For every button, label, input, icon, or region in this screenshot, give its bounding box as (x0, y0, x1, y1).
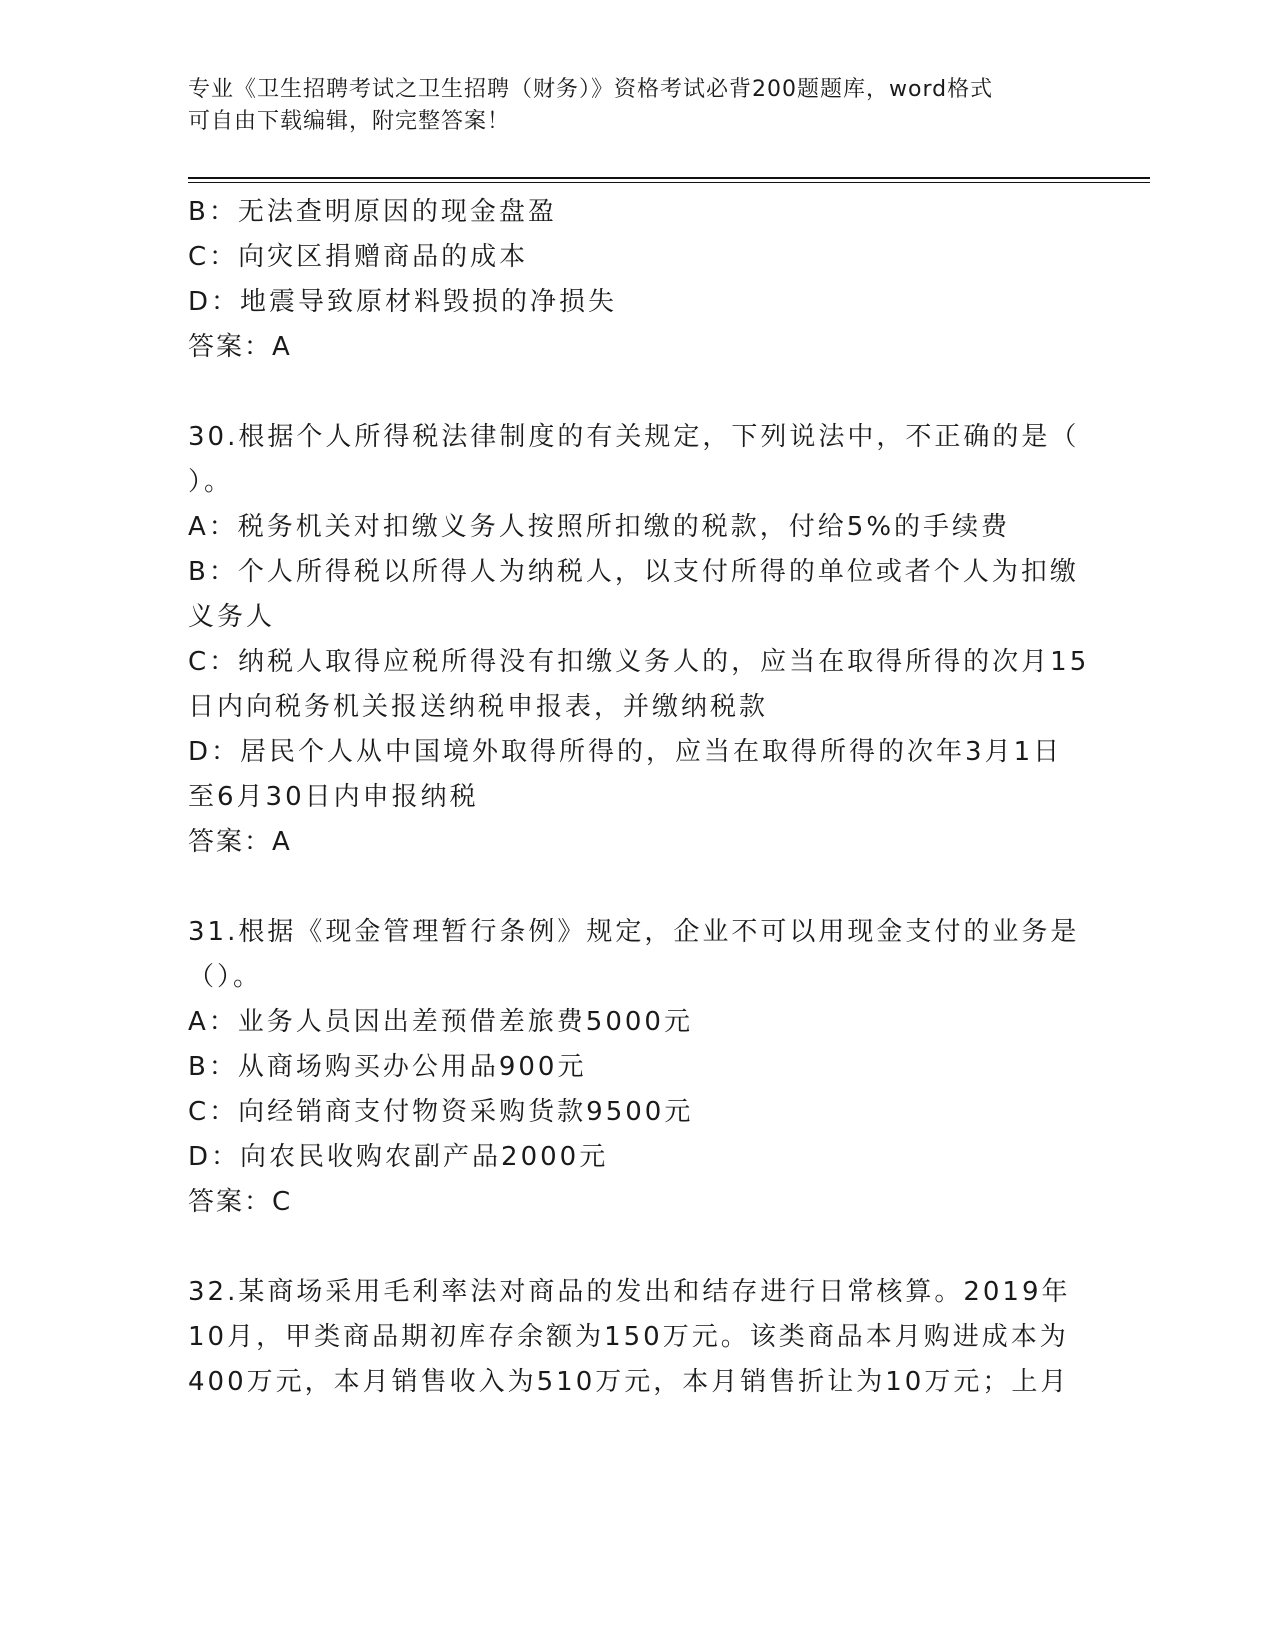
question-31 (188, 910, 1088, 1225)
spacer (188, 370, 1088, 415)
question-29 (188, 190, 1088, 370)
header-rule-thick (188, 177, 1150, 179)
spacer (188, 1225, 1088, 1270)
header-line-2: 可自由下载编辑，附完整答案！ (188, 109, 511, 134)
header-line-1: 专业《卫生招聘考试之卫生招聘（财务）》资格考试必背200题题库，word格式 (188, 77, 994, 102)
option-c: C：向经销商支付物资采购货款9500元 (188, 1097, 694, 1127)
question-stem: 30.根据个人所得税法律制度的有关规定，下列说法中，不正确的是（ (188, 422, 1080, 452)
question-stem: 32.某商场采用毛利率法对商品的发出和结存进行日常核算。2019年 (188, 1277, 1071, 1307)
document-header (188, 74, 1088, 138)
question-stem-cont: （）。 (188, 962, 263, 992)
header-rule-thin (188, 182, 1150, 183)
option-a: A：业务人员因出差预借差旅费5000元 (188, 1007, 693, 1037)
option-a: A：税务机关对扣缴义务人按照所扣缴的税款，付给5%的手续费 (188, 512, 1011, 542)
option-b: B：个人所得税以所得人为纳税人，以支付所得的单位或者个人为扣缴 (188, 557, 1079, 587)
option-c-cont: 日内向税务机关报送纳税申报表，并缴纳税款 (188, 692, 769, 722)
answer: 答案：A (188, 332, 292, 362)
answer: 答案：C (188, 1187, 293, 1217)
option-b: B：无法查明原因的现金盘盈 (188, 197, 557, 227)
option-d: D：向农民收购农副产品2000元 (188, 1142, 609, 1172)
spacer (188, 865, 1088, 910)
question-30 (188, 415, 1088, 865)
option-d: D：居民个人从中国境外取得所得的，应当在取得所得的次年3月1日 (188, 737, 1063, 767)
question-list (188, 190, 1088, 1405)
option-c: C：纳税人取得应税所得没有扣缴义务人的，应当在取得所得的次月15 (188, 647, 1090, 677)
question-stem-cont: 400万元，本月销售收入为510万元，本月销售折让为10万元；上月 (188, 1367, 1070, 1397)
question-stem-cont: ）。 (188, 467, 234, 497)
option-d-cont: 至6月30日内申报纳税 (188, 782, 479, 812)
option-d: D：地震导致原材料毁损的净损失 (188, 287, 618, 317)
answer: 答案：A (188, 827, 292, 857)
option-b: B：从商场购买办公用品900元 (188, 1052, 587, 1082)
question-stem: 31.根据《现金管理暂行条例》规定，企业不可以用现金支付的业务是 (188, 917, 1080, 947)
option-b-cont: 义务人 (188, 602, 276, 632)
question-32 (188, 1270, 1088, 1405)
question-stem-cont: 10月，甲类商品期初库存余额为150万元。该类商品本月购进成本为 (188, 1322, 1069, 1352)
option-c: C：向灾区捐赠商品的成本 (188, 242, 529, 272)
